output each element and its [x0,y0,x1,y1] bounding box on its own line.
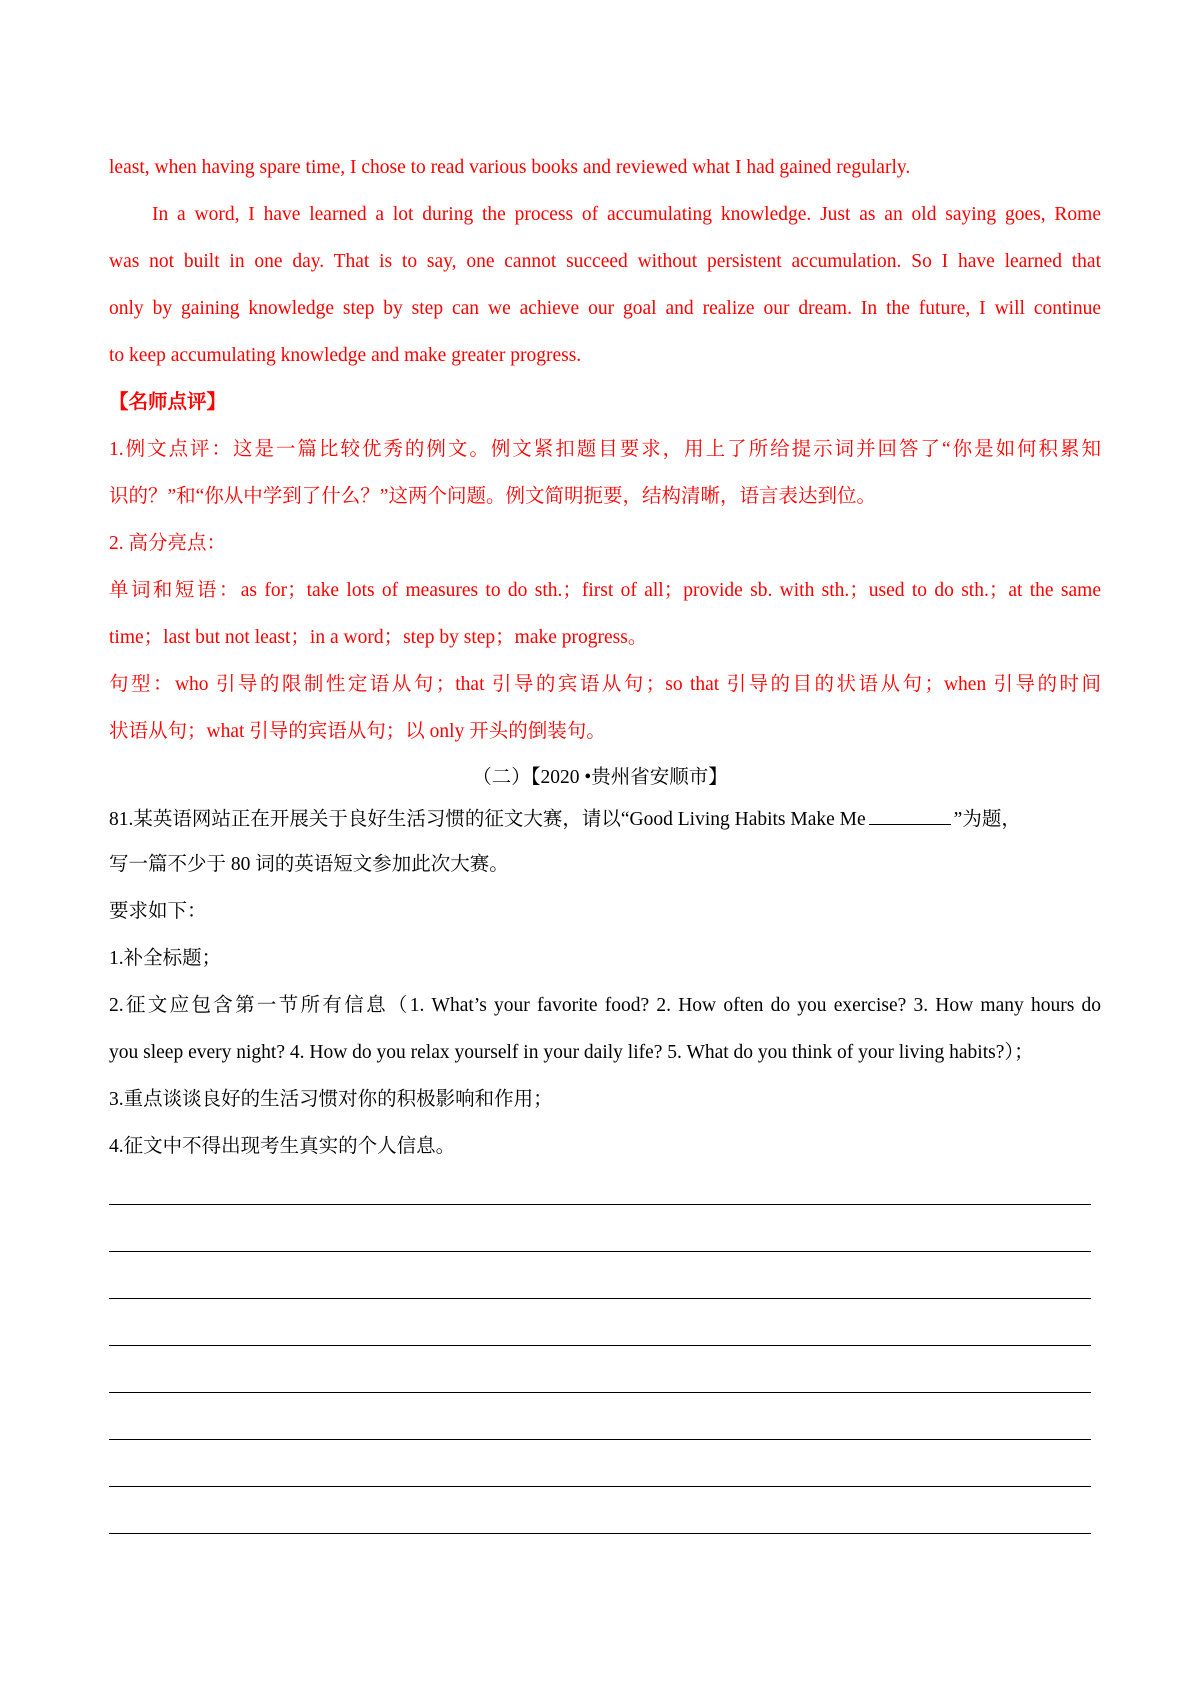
answer-line[interactable] [109,1392,1091,1393]
requirement: 2.征文应包含第一节所有信息（1. What’s your favorite food? 2. How often do you exercise? 3. How many hours do [109,995,1101,1016]
review-heading: 【名师点评】 [109,392,227,413]
essay-line: least, when having spare time, I chose to read various books and reviewed what I had gained regularly. [109,157,911,178]
review-line: 1.例文点评：这是一篇比较优秀的例文。例文紧扣题目要求，用上了所给提示词并回答了“你是如何积累知 [109,439,1101,460]
essay-line: to keep accumulating knowledge and make greater progress. [109,345,582,366]
review-line: 状语从句；what 引导的宾语从句；以 only 开头的倒装句。 [109,721,606,742]
requirement: 4.征文中不得出现考生真实的个人信息。 [109,1136,456,1157]
requirement: 3.重点谈谈良好的生活习惯对你的积极影响和作用； [109,1089,553,1110]
essay-line: was not built in one day. That is to say, one cannot succeed without persistent accumulation. So I have learned that [109,251,1101,272]
requirement: 1.补全标题； [109,948,222,969]
answer-line[interactable] [109,1486,1091,1487]
task-line: 写一篇不少于 80 词的英语短文参加此次大赛。 [109,854,509,875]
answer-line[interactable] [109,1251,1091,1252]
essay-line: In a word, I have learned a lot during the process of accumulating knowledge. Just as an old saying goes, Rome [152,204,1101,225]
review-line: 句型：who 引导的限制性定语从句；that 引导的宾语从句；so that 引导的目的状语从句；when 引导的时间 [109,674,1101,695]
answer-line[interactable] [109,1345,1091,1346]
requirements-heading: 要求如下： [109,901,207,922]
answer-line[interactable] [109,1298,1091,1299]
review-line: time；last but not least；in a word；step by step；make progress。 [109,627,648,648]
requirement: you sleep every night? 4. How do you relax yourself in your daily life? 5. What do you think of your living habits?）； [109,1042,1034,1063]
task-text: ”为题， [953,809,1021,830]
review-line: 识的？”和“你从中学到了什么？”这两个问题。例文简明扼要，结构清晰，语言表达到位。 [109,486,876,507]
answer-line[interactable] [109,1204,1091,1205]
review-line: 2. 高分亮点： [109,533,227,554]
task-text: 81.某英语网站正在开展关于良好生活习惯的征文大赛，请以“Good Living Habits Make Me [109,809,866,830]
title-blank [869,806,951,825]
answer-line[interactable] [109,1439,1091,1440]
task-line [109,806,1101,832]
essay-line: only by gaining knowledge step by step can we achieve our goal and realize our dream. In the future, I will continue [109,298,1101,319]
review-line: 单词和短语：as for；take lots of measures to do sth.；first of all；provide sb. with sth.；used to do sth.；at the same [109,580,1101,601]
answer-line[interactable] [109,1533,1091,1534]
section-title: （二）【2020 •贵州省安顺市】 [472,767,728,788]
